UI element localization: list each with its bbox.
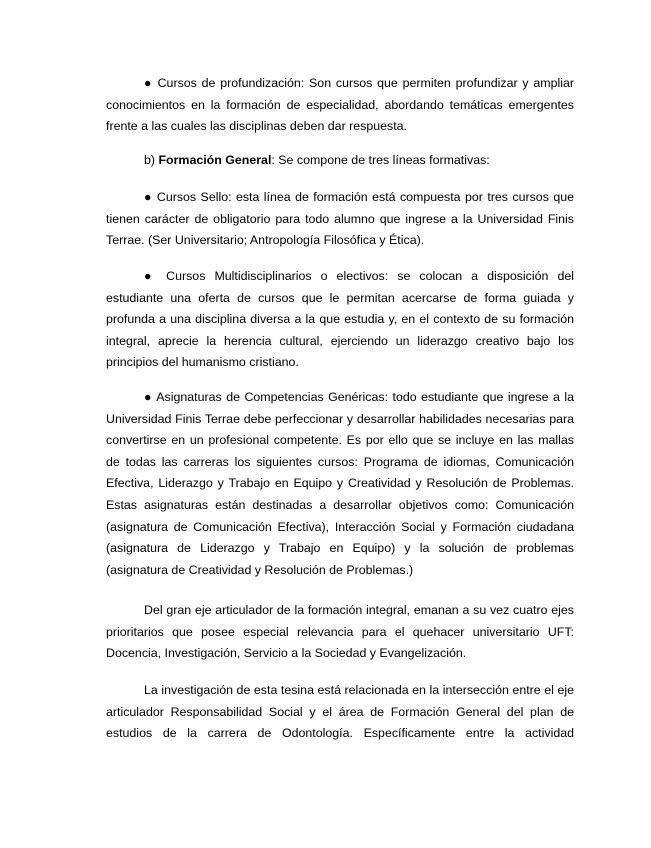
paragraph-formacion-general-heading [106,150,574,172]
paragraph-cursos-profundizacion: ● Cursos de profundización: Son cursos que permiten profundizar y ampliar conocimientos en la formación de especialidad, abordando temáticas emergentes frente a las cuales las disciplinas deben dar respuesta. [106,76,574,134]
heading-rest: : Se compone de tres líneas formativas: [271,153,490,167]
paragraph-investigacion-tesina: La investigación de esta tesina está relacionada en la intersección entre el eje articulador Responsabilidad Social y el área de Formación General del plan de estudios de la carrera de Odontología. Específicamente entre la actividad [106,683,574,741]
heading-prefix: b) [144,153,159,167]
heading-bold-title: Formación General [158,153,272,167]
paragraph-eje-articulador: Del gran eje articulador de la formación integral, emanan a su vez cuatro ejes prioritarios que posee especial relevancia para el quehacer universitario UFT: Docencia, Investigación, Servicio a la Sociedad y Evangelización. [106,603,574,661]
paragraph-cursos-sello: ● Cursos Sello: esta línea de formación está compuesta por tres cursos que tienen carácter de obligatorio para todo alumno que ingrese a la Universidad Finis Terrae. (Ser Universitario; Antropología Filosófica y Ética). [106,190,574,248]
paragraph-cursos-multidisciplinarios: ● Cursos Multidisciplinarios o electivos: se colocan a disposición del estudiante una oferta de cursos que le permitan acercarse de forma guiada y profunda a una disciplina diversa a la que estudia y, en el contexto de su formación integral, aprecie la herencia cultural, ejerciendo un liderazgo creativo bajo los principios del humanismo cristiano. [106,269,574,370]
paragraph-competencias-genericas: ● Asignaturas de Competencias Genéricas: todo estudiante que ingrese a la Universidad Finis Terrae debe perfeccionar y desarrollar habilidades necesarias para convertirse en un profesional competente. Es por ello que se incluye en las mallas de todas las carreras los siguientes cursos: Programa de idiomas, Comunicación Efectiva, Liderazgo y Trabajo en Equipo y Creatividad y Resolución de Problemas. Estas asignaturas están destinadas a desarrollar objetivos como: Comunicación (asignatura de Comunicación Efectiva), Interacción Social y Formación ciudadana (asignatura de Liderazgo y Trabajo en Equipo) y la solución de problemas (asignatura de Creatividad y Resolución de Problemas.) [106,390,574,577]
